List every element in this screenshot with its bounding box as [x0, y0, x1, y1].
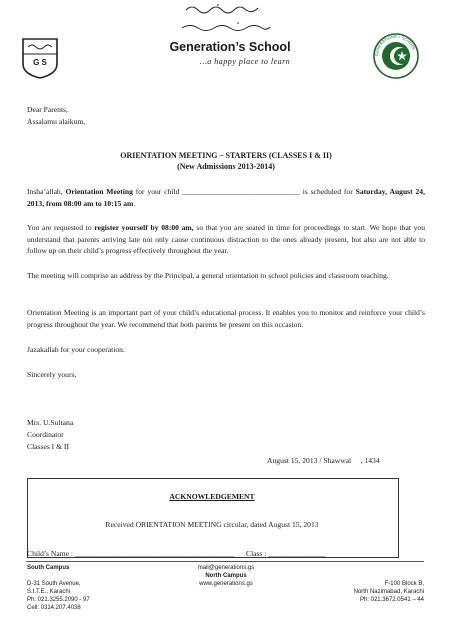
salutation-dear: Dear Parents, [27, 105, 68, 114]
south-address-2: S.I.T.E., Karachi [27, 589, 71, 595]
logo-letters: G S [33, 58, 47, 67]
date-line: August 15, 2013 / Shawwal , 1434 [267, 456, 380, 465]
acknowledgement-heading: ACKNOWLEDGEMENT [169, 492, 255, 501]
paragraph-agenda: The meeting will comprise an address by the Principal, a general orientation to school policies and classroom teaching. [27, 271, 389, 280]
footer-center [165, 564, 287, 588]
south-campus-title: South Campus [27, 565, 70, 571]
south-address-1: D-31 South Avenue, [27, 581, 81, 587]
class-field[interactable]: Class : _______________ [246, 549, 326, 558]
south-cell: Cell: 0314.207.4038 [27, 605, 81, 611]
closing: Sincerely yours, [27, 370, 77, 379]
signatory-role: Coordinator [27, 430, 64, 439]
paragraph-registration: You are requested to register yourself by 08:00 am, so that you are seated in time for proceedings to start. We hope that you understand that parents arriving late not only cause continuous distraction to the ones already present, but also are not able to follow up on their child’s progress effectively throughout the year. [27, 223, 426, 256]
calligraphy-icon [178, 2, 278, 36]
north-address-1: F-100 Block B, [384, 581, 424, 587]
south-phone: Ph: 021.3255.2090 - 97 [27, 597, 90, 603]
paragraph-importance: Orientation Meeting is an important part of your child’s educational process. It enables you to monitor and reinforce your child’s progress throughout the year. We recommend that both parents be present on this occasion. [27, 308, 425, 329]
footer-south-campus [27, 564, 90, 612]
footer-divider [26, 561, 424, 562]
north-phone: Ph: 021.3672.0541 – 44 [359, 597, 424, 603]
salutation-greeting: Assalamu alaikum, [27, 117, 86, 126]
svg-text:GENERATIONS ⋆ SCHOOL: GENERATIONS ⋆ SCHOOL [373, 33, 417, 57]
document-subtitle: (New Admissions 2013-2014) [177, 162, 275, 171]
acknowledgement-box [27, 478, 399, 558]
footer-north-campus [300, 580, 424, 604]
document-title: ORIENTATION MEETING – STARTERS (CLASSES I & II) [120, 151, 332, 160]
school-tagline: …a happy place to learn [199, 57, 291, 66]
school-name: Generation’s School [169, 40, 291, 54]
footer-website[interactable]: www.generations.gs [199, 581, 253, 587]
emblem-ring-text [372, 32, 420, 80]
school-logo [20, 36, 60, 80]
paragraph-schedule: Insha’allah, Orientation Meeting for your child _______________________________ is scheduled for Saturday, August 24, 2013, from 08:00 am to 10:15 am. [27, 187, 426, 208]
signatory-name: Mrs. U.Sultana [27, 418, 74, 427]
north-campus-title: North Campus [205, 573, 247, 579]
signatory-classes: Classes I & II [27, 442, 69, 451]
footer-email[interactable]: mail@generations.gs [197, 565, 255, 571]
acknowledgement-received: Received ORIENTATION MEETING circular, dated August 15, 2013 [105, 520, 319, 529]
child-name-field[interactable]: Child’s Name : __________________________________________ [27, 549, 235, 558]
north-address-2: North Nazimabad, Karachi [353, 589, 424, 595]
paragraph-thanks: Jazakallah for your cooperation. [27, 345, 125, 354]
